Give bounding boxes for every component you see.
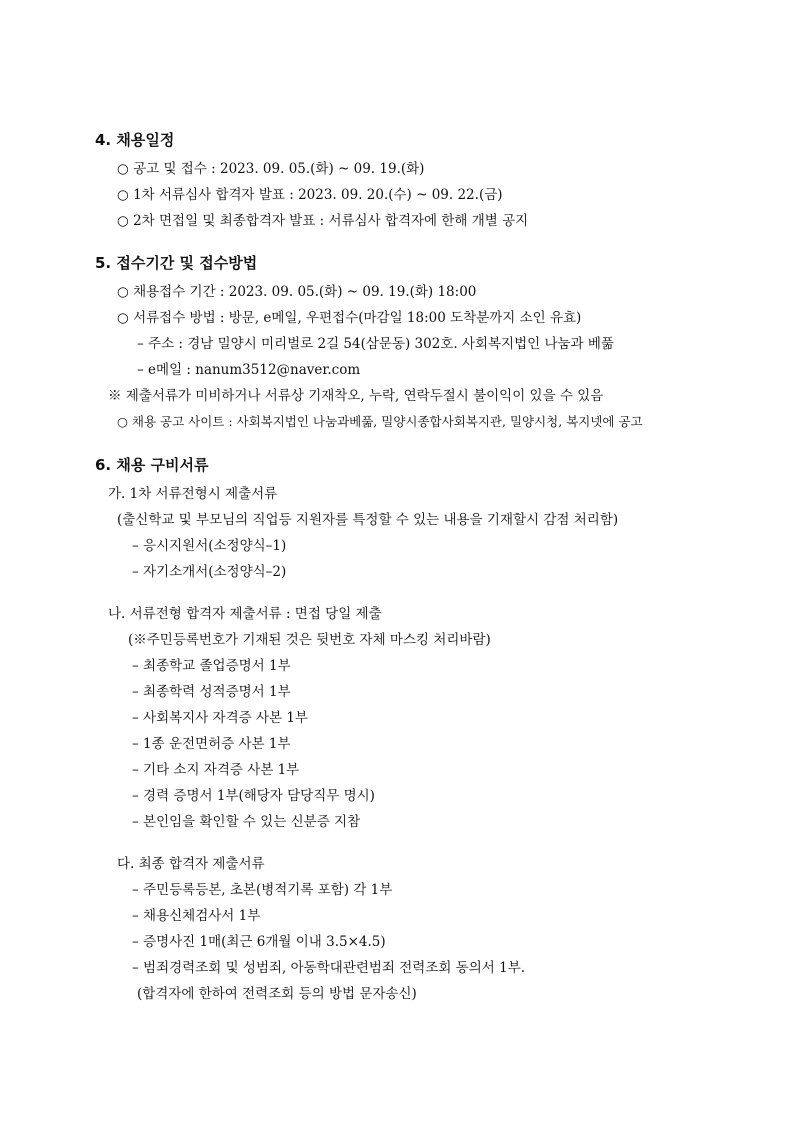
na-document-item: – 1종 운전면허증 사본 1부 — [132, 736, 291, 752]
na-document-item: – 기타 소지 자격증 사본 1부 — [132, 762, 300, 778]
section-6-heading: 6. 채용 구비서류 — [95, 456, 209, 474]
na-document-item: – 경력 증명서 1부(해당자 담당직무 명시) — [132, 788, 375, 804]
application-address: – 주소 : 경남 밀양시 미리벌로 2길 54(삼문동) 302호. 사회복지법인 나눔과 베풂 — [137, 336, 614, 352]
na-document-item: – 최종학교 졸업증명서 1부 — [132, 658, 291, 674]
subsection-da-title: 다. 최종 합격자 제출서류 — [117, 856, 265, 872]
subsection-ga-note: (출신학교 및 부모님의 직업등 지원자를 특정할 수 있는 내용을 기재할시 감점 처리함) — [117, 512, 619, 528]
da-document-item: – 채용신체검사서 1부 — [132, 908, 261, 924]
ga-document-item: – 자기소개서(소정양식–2) — [132, 564, 287, 580]
ga-document-item: – 응시지원서(소정양식–1) — [132, 538, 287, 554]
da-document-item: – 증명사진 1매(최근 6개월 이내 3.5×4.5) — [132, 934, 386, 950]
application-email: – e메일 : nanum3512@naver.com — [137, 362, 361, 378]
na-document-item: – 본인임을 확인할 수 있는 신분증 지참 — [132, 814, 361, 830]
section-4-heading: 4. 채용일정 — [95, 131, 175, 149]
subsection-na-note: (※주민등록번호가 기재된 것은 뒷번호 자체 마스킹 처리바람) — [128, 632, 491, 648]
schedule-item-interview: ○ 2차 면접일 및 최종합격자 발표 : 서류심사 합격자에 한해 개별 공지 — [117, 213, 529, 229]
subsection-da-note: (합격자에 한하여 전력조회 등의 방법 문자송신) — [137, 986, 417, 1002]
schedule-item-first-result: ○ 1차 서류심사 합격자 발표 : 2023. 09. 20.(수) ~ 09. 22.(금) — [117, 187, 503, 203]
schedule-item-posting: ○ 공고 및 접수 : 2023. 09. 05.(화) ~ 09. 19.(화) — [117, 161, 425, 177]
na-document-item: – 사회복지사 자격증 사본 1부 — [132, 710, 308, 726]
application-period: ○ 채용접수 기간 : 2023. 09. 05.(화) ~ 09. 19.(화) 18:00 — [117, 284, 477, 300]
na-document-item: – 최종학력 성적증명서 1부 — [132, 684, 291, 700]
application-method: ○ 서류접수 방법 : 방문, e메일, 우편접수(마감일 18:00 도착분까지 소인 유효) — [117, 310, 582, 326]
da-document-item: – 주민등록등본, 초본(병적기록 포함) 각 1부 — [132, 882, 393, 898]
subsection-na-title: 나. 서류전형 합격자 제출서류 : 면접 당일 제출 — [108, 606, 382, 622]
posting-sites: ○ 채용 공고 사이트 : 사회복지법인 나눔과베풂, 밀양시종합사회복지관, 밀양시청, 복지넷에 공고 — [117, 414, 643, 429]
da-document-item: – 범죄경력조회 및 성범죄, 아동학대관련범죄 전력조회 동의서 1부. — [132, 960, 526, 976]
section-5-heading: 5. 접수기간 및 접수방법 — [95, 254, 258, 272]
subsection-ga-title: 가. 1차 서류전형시 제출서류 — [108, 486, 278, 502]
submission-warning-note: ※ 제출서류가 미비하거나 서류상 기재착오, 누락, 연락두절시 불이익이 있을 수 있음 — [108, 388, 604, 404]
